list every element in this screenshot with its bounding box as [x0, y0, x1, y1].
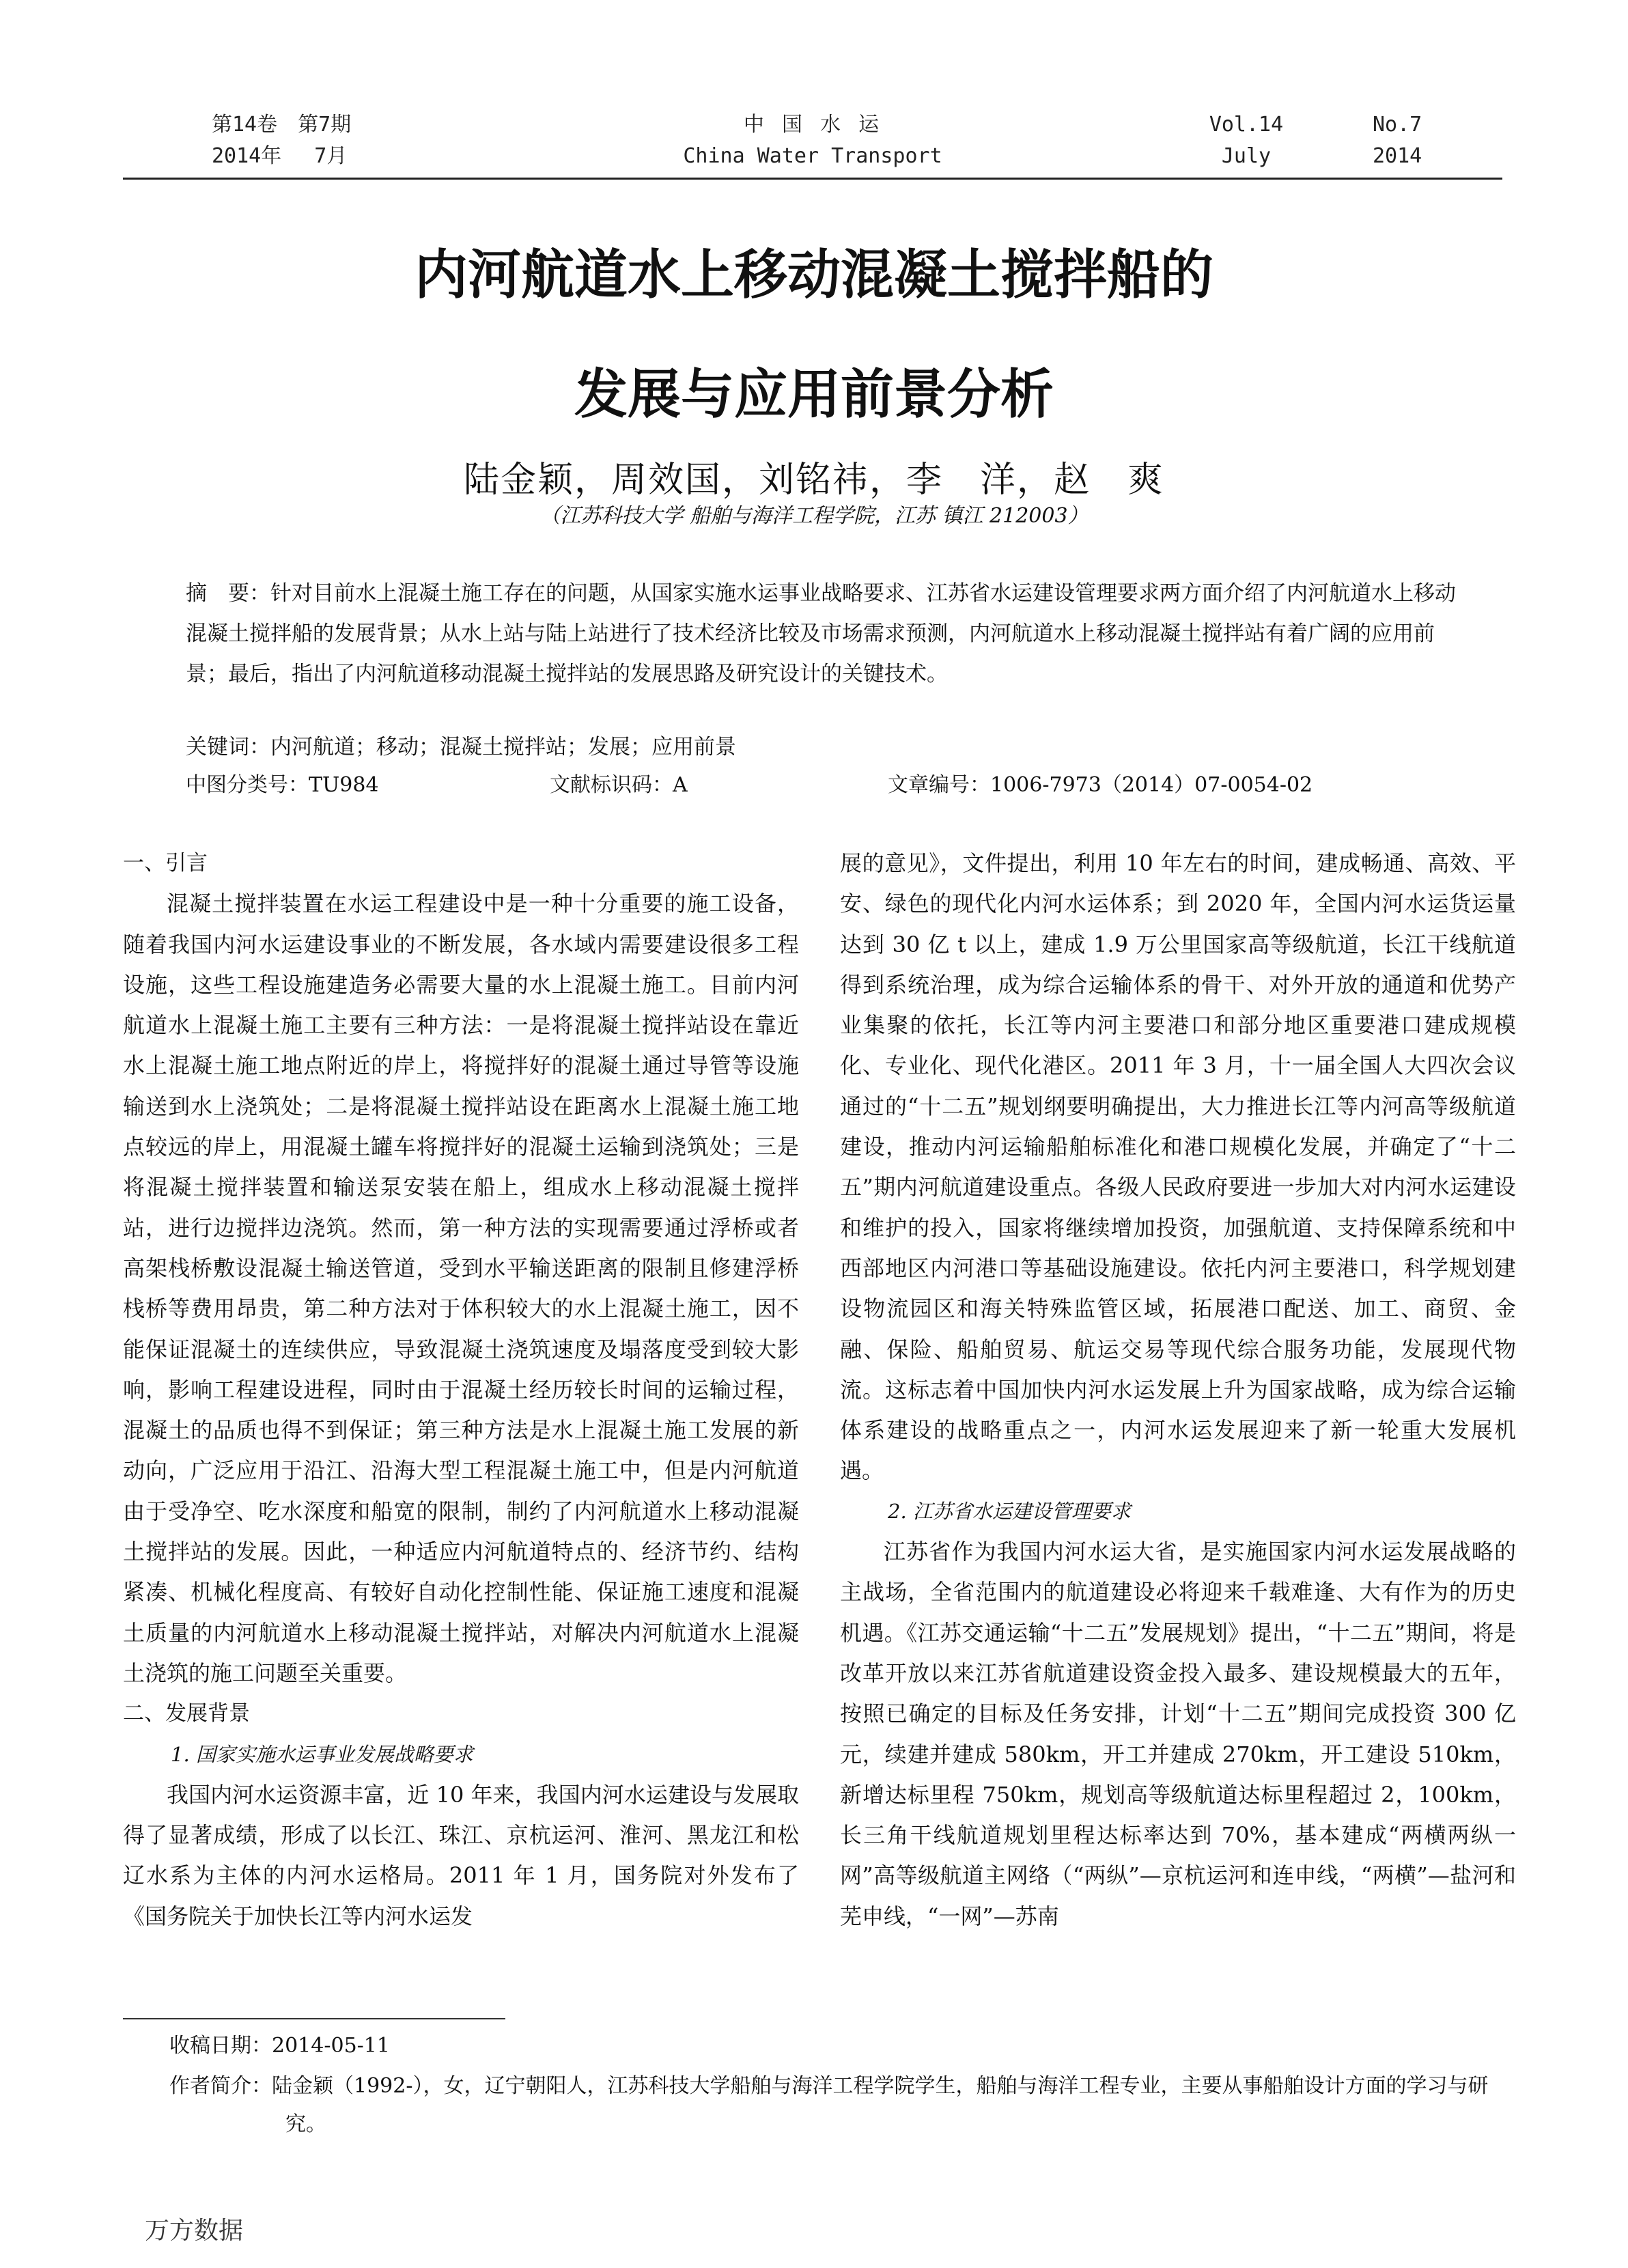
- document-code: 文献标识码：A: [550, 773, 688, 797]
- journal-name-cn: 中 国 水 运: [743, 113, 882, 137]
- number-en-header: [1373, 109, 1422, 172]
- journal-volume-header: [212, 109, 351, 172]
- article-number: 文章编号：1006-7973（2014）07-0054-02: [888, 773, 1313, 797]
- volume-en-header: [1195, 109, 1297, 172]
- jiangsu-paragraph: 江苏省作为我国内河水运大省，是实施国家内河水运发展战略的主战场，全省范围内的航道建设必将迎来千载难逢、大有作为的历史机遇。《江苏交通运输“十二五”发展规划》提出，“十二五”期间，将是改革开放以来江苏省航道建设资金投入最多、建设规模最大的五年，按照已确定的目标及任务安排，计划“十二五”期间完成投资 300 亿元，续建并建成 580km，开工并建成 270km，开工建设 510km，新增达标里程 750km，规划高等级航道达标里程超过 2，100km，长三角干线航道规划里程达标率达到 70%，基本建成“两横两纵一网”高等级航道主网络（“两纵”—京杭运河和连申线，“两横”—盐河和芜申线，“一网”—苏南: [840, 1539, 1516, 1929]
- intro-paragraph: 混凝土搅拌装置在水运工程建设中是一种十分重要的施工设备，随着我国内河水运建设事业的不断发展，各水域内需要建设很多工程设施，这些工程设施建造务必需要大量的水上混凝土施工。目前内河航道水上混凝土施工主要有三种方法：一是将混凝土搅拌站设在靠近水上混凝土施工地点附近的岸上，将搅拌好的混凝土通过导管等设施输送到水上浇筑处；二是将混凝土搅拌站设在距离水上混凝土施工地点较远的岸上，用混凝土罐车将搅拌好的混凝土运输到浇筑处；三是将混凝土搅拌装置和输送泵安装在船上，组成水上移动混凝土搅拌站，进行边搅拌边浇筑。然而，第一种方法的实现需要通过浮桥或者高架栈桥敷设混凝土输送管道，受到水平输送距离的限制且修建浮桥栈桥等费用昂贵，第二种方法对于体积较大的水上混凝土施工，因不能保证混凝土的连续供应，导致混凝土浇筑速度及塌落度受到较大影响，影响工程建设进程，同时由于混凝土经历较长时间的运输过程，混凝土的品质也得不到保证；第三种方法是水上混凝土施工发展的新动向，广泛应用于沿江、沿海大型工程混凝土施工中，但是内河航道由于受净空、吃水深度和船宽的限制，制约了内河航道水上移动混凝土搅拌站的发展。因此，一种适应内河航道特点的、经济节约、结构紧凑、机械化程度高、有较好自动化控制性能、保证施工速度和混凝土质量的内河航道水上移动混凝土搅拌站，对解决内河航道水上混凝土浇筑的施工问题至关重要。: [123, 891, 799, 1686]
- keywords-label: 关键词：: [186, 735, 270, 759]
- month-en: July: [1221, 144, 1272, 168]
- keywords-text: 内河航道；移动；混凝土搅拌站；发展；应用前景: [270, 735, 736, 759]
- author-bio: [169, 2067, 1501, 2144]
- right-column: [840, 843, 1516, 1937]
- footnote-rule: [123, 2018, 505, 2019]
- national-strategy-paragraph-continued: 展的意见》，文件提出，利用 10 年左右的时间，建成畅通、高效、平安、绿色的现代化内河水运体系；到 2020 年，全国内河水运货运量达到 30 亿 t 以上，建成 1.9 万公里国家高等级航道，长江干线航道得到系统治理，成为综合运输体系的骨干、对外开放的通道和优势产业集聚的依托，长江等内河主要港口和部分地区重要港口建成规模化、专业化、现代化港区。2011 年 3 月，十一届全国人大四次会议通过的“十二五”规划纲要明确提出，大力推进长江等内河高等级航道建设，推动内河运输船舶标准化和港口规模化发展，并确定了“十二五”期内河航道建设重点。各级人民政府要进一步加大对内河水运建设和维护的投入，国家将继续增加投资，加强航道、支持保障系统和中西部地区内河港口等基础设施建设。依托内河主要港口，科学规划建设物流园区和海关特殊监管区域，拓展港口配送、加工、商贸、金融、保险、船舶贸易、航运交易等现代综合服务功能，发展现代物流。这标志着中国加快内河水运发展上升为国家战略，成为综合运输体系建设的战略重点之一，内河水运发展迎来了新一轮重大发展机遇。: [840, 850, 1516, 1484]
- author-list: 陆金颖，周效国，刘铭祎，李 洋，赵 爽: [463, 460, 1164, 501]
- article-title-line-1: 内河航道水上移动混凝土搅拌船的: [414, 244, 1213, 306]
- volume-issue-cn: 第14卷 第7期: [212, 113, 352, 137]
- affiliation: （江苏科技大学 船舶与海洋工程学院，江苏 镇江 212003）: [539, 504, 1089, 528]
- keywords: [186, 727, 1463, 768]
- national-strategy-paragraph: 我国内河水运资源丰富，近 10 年来，我国内河水运建设与发展取得了显著成绩，形成了以长江、珠江、京杭运河、淮河、黑龙江和松辽水系为主体的内河水运格局。2011 年 1 月，国务院对外发布了《国务院关于加快长江等内河水运发: [123, 1781, 799, 1929]
- abstract: [186, 574, 1463, 695]
- number-en: No.7: [1373, 113, 1422, 137]
- received-date-value: 2014-05-11: [272, 2034, 390, 2058]
- journal-name-header: [656, 109, 970, 172]
- section-heading-intro: 一、引言: [123, 851, 208, 876]
- section-heading-background: 二、发展背景: [123, 1701, 250, 1726]
- clc-number: 中图分类号：TU984: [186, 773, 379, 797]
- journal-name-en: China Water Transport: [683, 144, 942, 168]
- author-bio-label: 作者简介：: [169, 2074, 272, 2098]
- article-title-line-2: 发展与应用前景分析: [574, 364, 1054, 425]
- volume-en: Vol.14: [1209, 113, 1284, 137]
- subsection-heading-national-strategy: 1. 国家实施水运事业发展战略要求: [171, 1742, 473, 1766]
- received-date-label: 收稿日期：: [169, 2034, 272, 2058]
- subsection-heading-jiangsu: 2. 江苏省水运建设管理要求: [888, 1499, 1131, 1523]
- watermark: 万方数据: [145, 2217, 244, 2245]
- left-column: [123, 843, 799, 1937]
- author-bio-text: 陆金颖（1992-），女，辽宁朝阳人，江苏科技大学船舶与海洋工程学院学生，船舶与海洋工程专业，主要从事船舶设计方面的学习与研究。: [272, 2074, 1489, 2136]
- abstract-text: 针对目前水上混凝土施工存在的问题，从国家实施水运事业战略要求、江苏省水运建设管理要求两方面介绍了内河航道水上移动混凝土搅拌船的发展背景；从水上站与陆上站进行了技术经济比较及市场需求预测，内河航道水上移动混凝土搅拌站有着广阔的应用前景；最后，指出了内河航道移动混凝土搅拌站的发展思路及研究设计的关键技术。: [186, 581, 1456, 686]
- abstract-label: 摘 要：: [186, 581, 270, 606]
- header-rule: [123, 178, 1502, 180]
- date-cn: 2014年 7月: [212, 144, 348, 168]
- year-en: 2014: [1373, 144, 1422, 168]
- received-date: [169, 2027, 1501, 2065]
